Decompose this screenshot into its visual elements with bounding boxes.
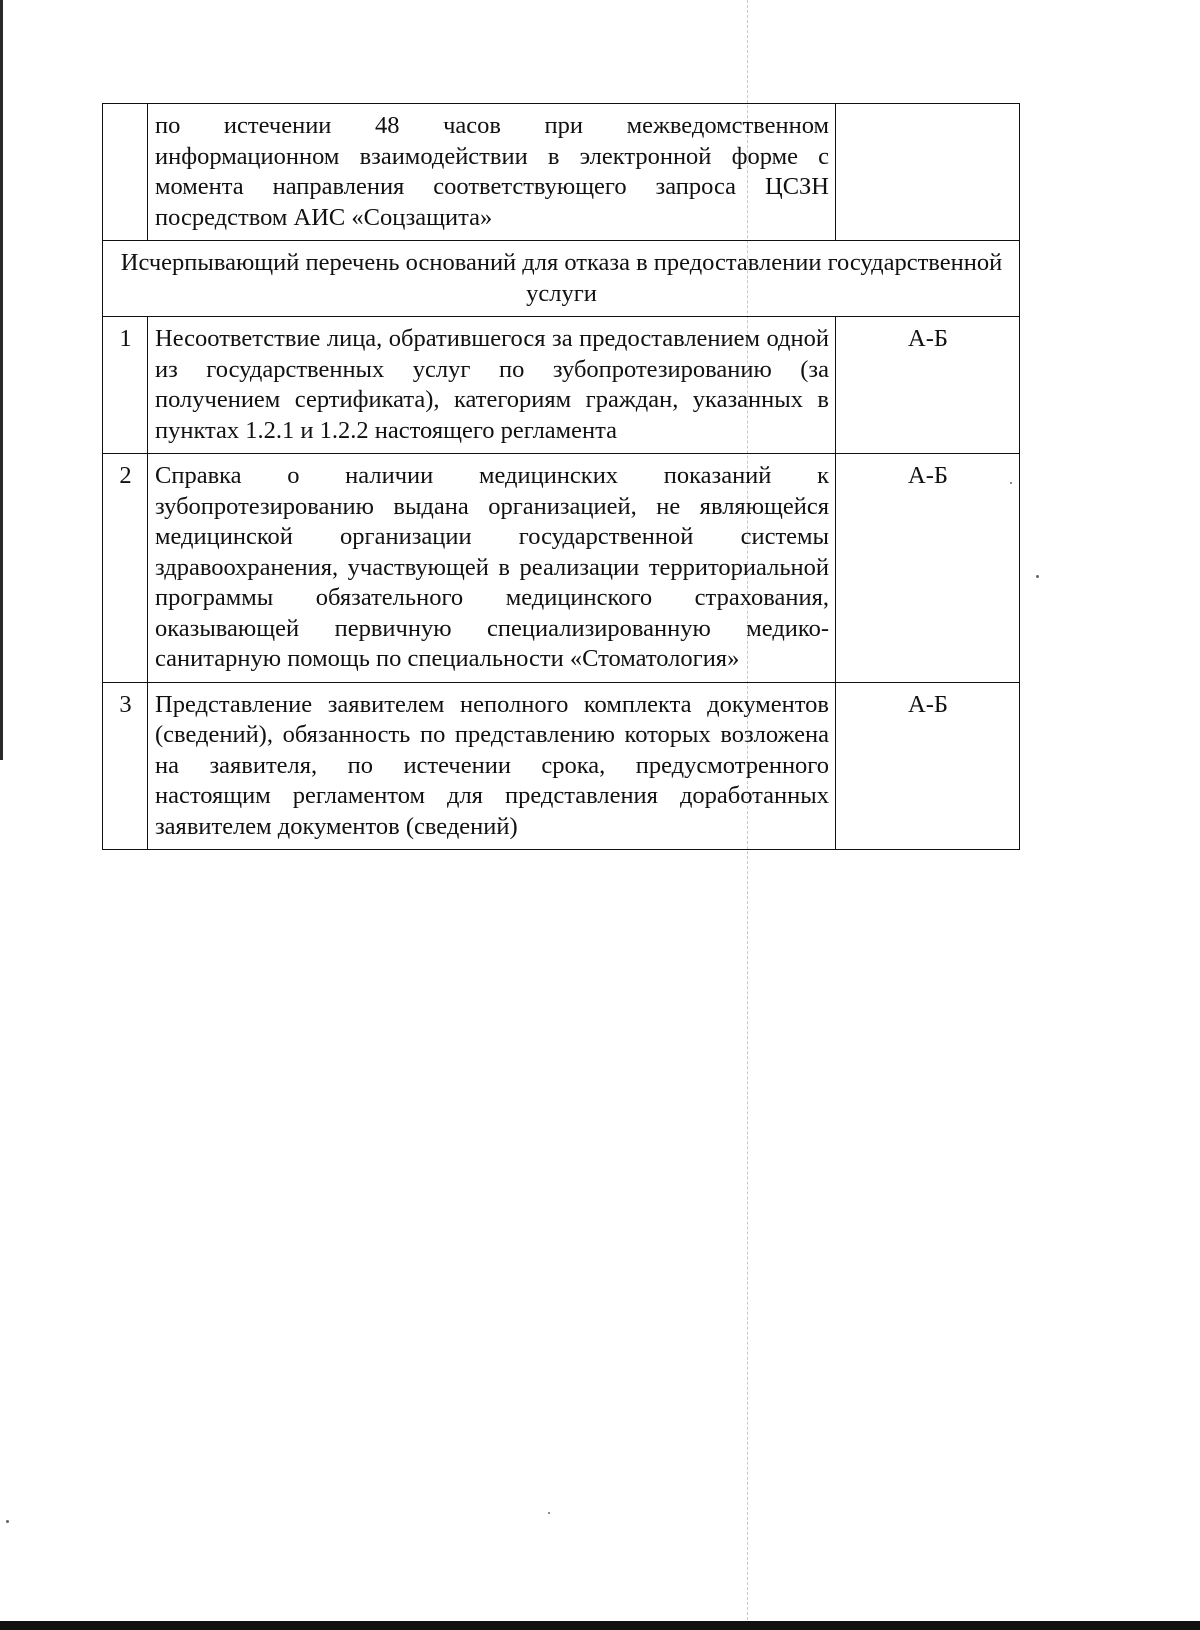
scan-speck	[6, 1520, 9, 1523]
row-text-cell: Несоответствие лица, обратившегося за предоставлением одной из государственных услуг по зубопротезированию (за получением сертификата), категориям граждан, указанных в пунктах 1.2.1 и 1.2.2 настоящего регламента	[148, 317, 836, 454]
scan-bottom-edge	[0, 1621, 1200, 1630]
grounds-for-refusal-table	[102, 103, 1020, 850]
scan-speck	[1036, 575, 1039, 578]
row-number-cell: 3	[103, 682, 148, 850]
table-row-continuation	[103, 104, 1020, 241]
row-code-cell: А-Б	[836, 682, 1020, 850]
table-row	[103, 454, 1020, 683]
row-number-cell	[103, 104, 148, 241]
table-row	[103, 682, 1020, 850]
row-code-cell: А-Б	[836, 454, 1020, 683]
row-code-cell: А-Б	[836, 317, 1020, 454]
row-text-cell: по истечении 48 часов при межведомственном информационном взаимодействии в электронной форме с момента направления соответствующего запроса ЦСЗН посредством АИС «Соцзащита»	[148, 104, 836, 241]
table-section-header-row	[103, 241, 1020, 317]
row-number-cell: 1	[103, 317, 148, 454]
row-text-cell: Представление заявителем неполного комплекта документов (сведений), обязанность по представлению которых возложена на заявителя, по истечении срока, предусмотренного настоящим регламентом для представления доработанных заявителем документов (сведений)	[148, 682, 836, 850]
table-row	[103, 317, 1020, 454]
section-title: Исчерпывающий перечень оснований для отказа в предоставлении государственной услуги	[103, 241, 1020, 317]
scan-speck	[548, 1512, 550, 1514]
row-number-cell: 2	[103, 454, 148, 683]
row-text-cell: Справка о наличии медицинских показаний к зубопротезированию выдана организацией, не являющейся медицинской организации государственной системы здравоохранения, участвующей в реализации территориальной программы обязательного медицинского страхования, оказывающей первичную специализированную медико-санитарную помощь по специальности «Стоматология»	[148, 454, 836, 683]
row-code-cell	[836, 104, 1020, 241]
scan-left-edge-shadow	[0, 0, 3, 760]
